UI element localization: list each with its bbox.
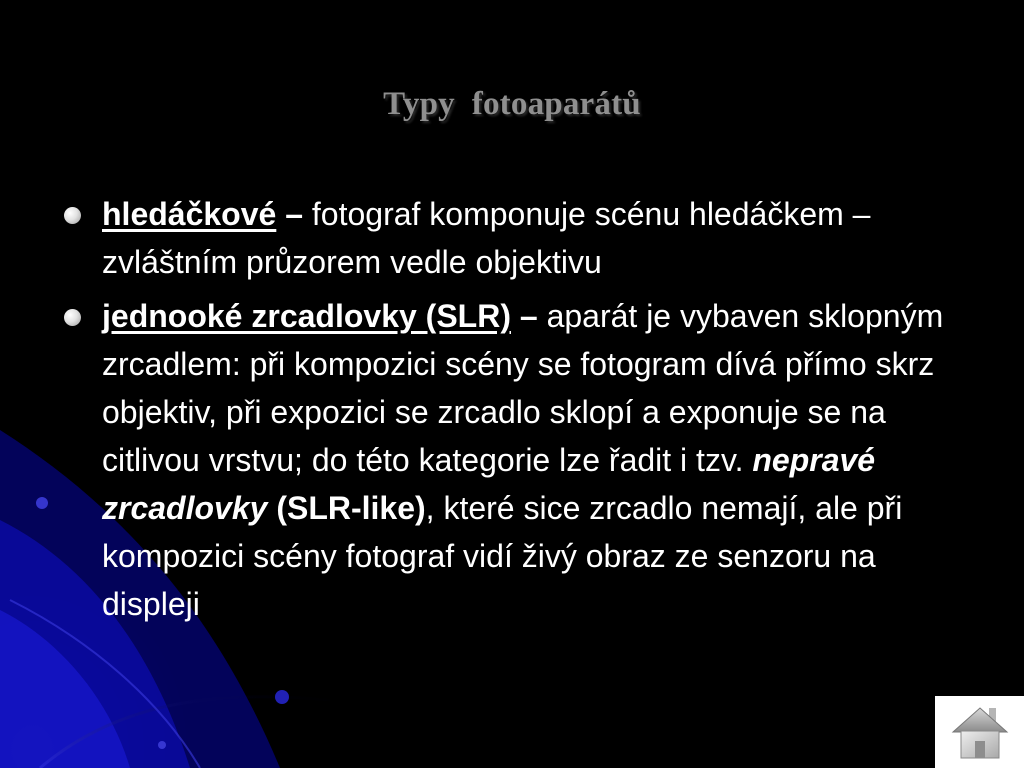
bullet-dot-icon — [64, 309, 81, 326]
bullet-text: aparát je vybaven sklopným zrcadlem: při kompozici scény se fotogram dívá přímo skrz objektiv, při expozici se zrcadlo sklopí a exponuje se na citlivou vrstvu; do této kategorie lze řadit i tzv. — [102, 298, 944, 478]
bullet-text-continued: , které sice zrcadlo nemají, ale při kompozici scény fotograf vidí živý obraz ze senzoru na displeji — [102, 490, 903, 622]
bullet-term: jednooké zrcadlovky (SLR) — [102, 298, 511, 334]
emphasized-term-suffix: (SLR-like) — [267, 490, 426, 526]
home-button[interactable] — [935, 696, 1024, 768]
bullet-dot-icon — [64, 207, 81, 224]
bullet-list — [62, 190, 962, 634]
slide-title: Typy fotoaparátů — [383, 86, 641, 122]
bullet-text: fotograf komponuje scénu hledáčkem – zvláštním průzorem vedle objektivu — [102, 196, 871, 280]
home-icon — [951, 704, 1009, 760]
bullet-dash: – — [510, 298, 538, 334]
bullet-item — [62, 292, 962, 628]
bullet-term: hledáčkové — [102, 196, 277, 232]
emphasized-term: nepravé zrcadlovky — [102, 442, 876, 526]
bullet-item — [62, 190, 962, 286]
bullet-dash: – — [276, 196, 303, 232]
